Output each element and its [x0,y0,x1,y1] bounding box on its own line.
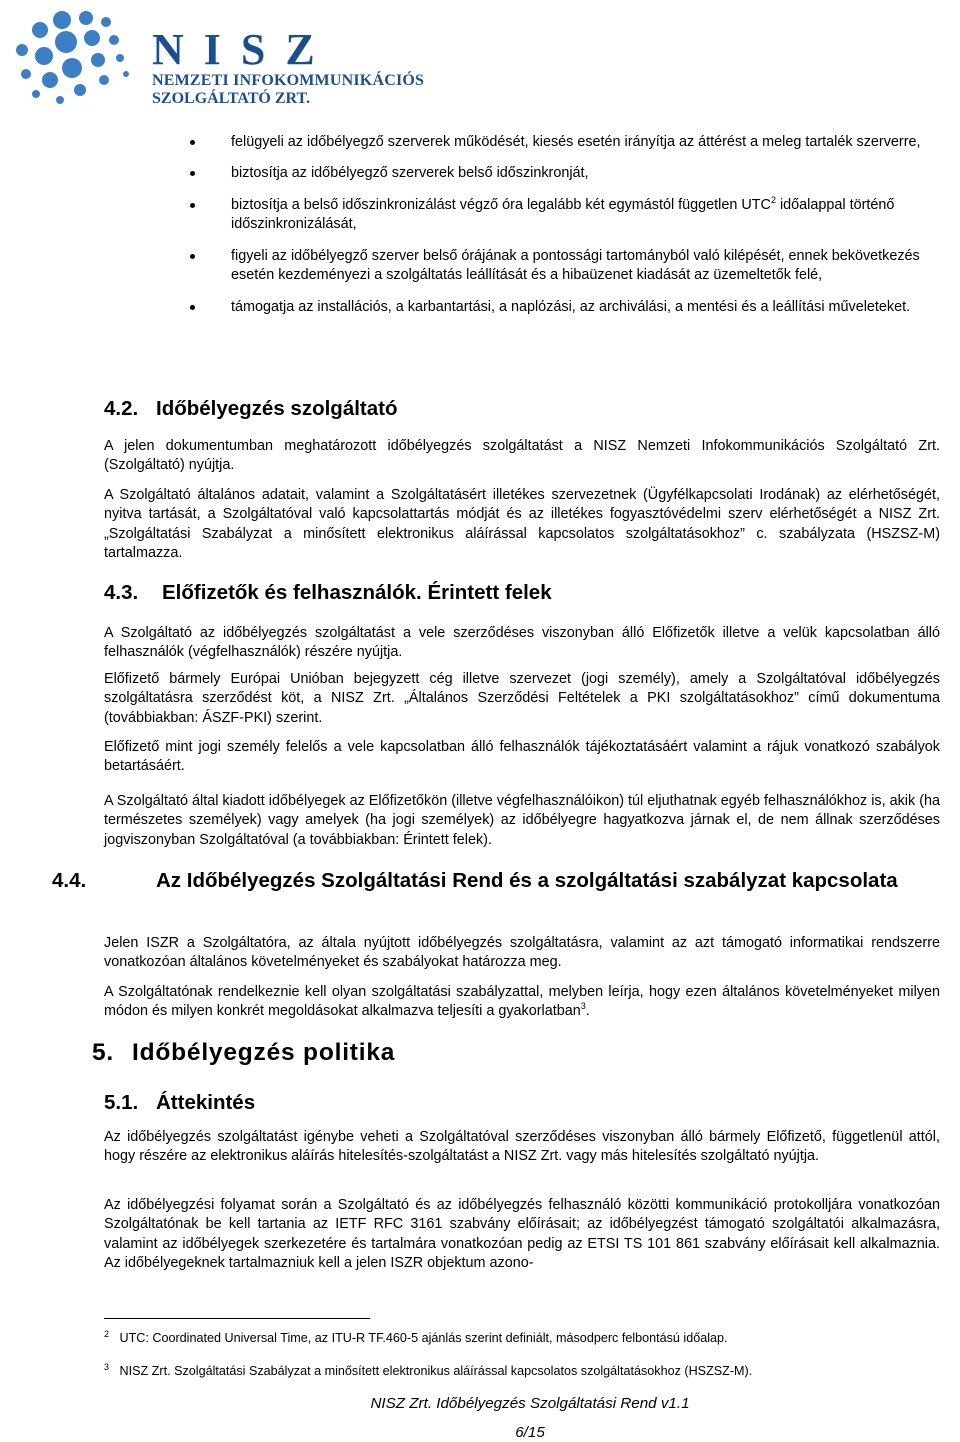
section-number: 4.4. [52,869,87,892]
logo-dots-icon [6,8,146,108]
section-title: Az Időbélyegzés Szolgáltatási Rend és a szolgáltatási szabályzat kapcsolata [156,869,898,892]
paragraph: Előfizető bármely Európai Unióban bejegyzett cég illetve szervezet (jogi személy), amely a Szolgáltatóval időbélyegzés szolgáltatásra szerződést köt, a NISZ Zrt. „Általános Szerződési Feltételek a PKI szolgáltatásokhoz” című dokumentuma (továbbiakban: ÁSZF-PKI) szerint. [104,671,940,726]
list-item-text: figyeli az időbélyegző szerver belső órájának a pontossági tartományból való kilépését, ennek bekövetkezés esetén kezdeményezi a szolgáltatás leállítását és a hibaüzenet kiadását az üzemeltetők felé, [231,248,920,283]
bullet-icon [190,305,195,310]
section-number: 5.1. [104,1091,139,1114]
list-item [0,247,951,284]
list-item-text: felügyeli az időbélyegző szerverek működését, kiesés esetén irányítja az áttérést a meleg tartalék szerverre, [231,134,921,150]
paragraph: A Szolgáltató az időbélyegzés szolgáltatást a vele szerződéses viszonyban álló Előfizetők illetve a velük kapcsolatban álló felhasználók (végfelhasználók) részére nyújtja. [104,625,940,661]
footnote-ref: 3 [580,1001,586,1012]
section-heading-4-3 [104,581,552,605]
section-number: 5. [92,1039,115,1066]
list-item [0,196,951,233]
logo-wordmark: NISZ [152,25,335,74]
bullet-icon [190,171,195,176]
list-item-text-tail: időalappal történő időszinkronizálását, [231,197,895,232]
list-item-text: biztosítja a belső időszinkronizálást végző óra legalább két egymástól független UTC [231,197,771,213]
list-item-text: biztosítja az időbélyegző szerverek belső időszinkronját, [231,164,589,181]
bullet-icon [190,203,195,208]
bullet-list [0,133,960,330]
section-title: Áttekintés [156,1091,256,1114]
footnote-ref: 2 [770,195,776,206]
section-title: Időbélyegzés politika [132,1039,396,1066]
paragraph: A jelen dokumentumban meghatározott időbélyegzés szolgáltatást a NISZ Nemzeti Infokommunikációs Szolgáltató Zrt. (Szolgáltató) nyújtja. [104,438,940,474]
bullet-icon [190,254,195,259]
section-heading-5-1 [104,1091,255,1115]
paragraph: Az időbélyegzési folyamat során a Szolgáltató és az időbélyegzés felhasználó közötti kommunikáció protokolljára vonatkozóan Szolgáltatónak be kell tartania az IETF RFC 3161 szabvány előírásait; az időbélyegzést támogató szolgáltatói alkalmazásra, valamint az időbélyegek szerkezetére és tartalmára vonatkozóan pedig az ETSI TS 101 861 szabvány előírásait kell alkalmaznia. Az időbélyegeknek tartalmazniuk kell a jelen ISZR objektum azono- [104,1197,940,1272]
list-item [0,133,951,152]
bullet-icon [190,140,195,145]
logo-subtitle-line2: SZOLGÁLTATÓ ZRT. [152,90,311,107]
footer-title: NISZ Zrt. Időbélyegzés Szolgáltatási Rend v1.1 [370,1395,690,1412]
footnote-text: NISZ Zrt. Szolgáltatási Szabályzat a minősített elektronikus aláírással kapcsolatos szolgáltatásokhoz (HSZSZ-M). [119,1364,753,1378]
nisz-logo [6,8,426,108]
footnote: $^2$ UTC: Coordinated Universal Time, az ITU-R TF.460-5 ajánlás szerint definiált, másodperc felbontású időalap. [104,1328,728,1345]
section-heading-5 [92,1038,395,1068]
section-number: 4.3. [104,581,139,604]
section-title: Időbélyegzés szolgáltató [156,397,398,420]
list-item-text: támogatja az installációs, a karbantartási, a naplózási, az archiválási, a mentési és a leállítási műveleteket. [231,299,911,315]
footnote-text: UTC: Coordinated Universal Time, az ITU-R TF.460-5 ajánlás szerint definiált, másodperc felbontású időalap. [119,1331,728,1345]
paragraph: Előfizető mint jogi személy felelős a vele kapcsolatban álló felhasználók tájékoztatásáért valamint a rájuk vonatkozó szabályok betartásáért. [104,739,940,775]
logo-subtitle-line1: NEMZETI INFOKOMMUNIKÁCIÓS [152,72,425,89]
page-number: 6/15 [515,1424,545,1441]
section-number: 4.2. [104,397,139,420]
paragraph: Az időbélyegzés szolgáltatást igénybe veheti a Szolgáltatóval szerződéses viszonyban álló bármely Előfizető, függetlenül attól, hogy részére az elektronikus aláírás hitelesítés-szolgáltatást a NISZ Zrt. vagy más hitelesítés szolgáltató nyújtja. [104,1129,940,1165]
paragraph: A Szolgáltató által kiadott időbélyegek az Előfizetőkön (illetve végfelhasználóikon) túl eljuthatnak egyéb felhasználókhoz is, akik (ha természetes személyek) vagy amelyek (ha jogi személyek) az időbélyegre hagyatkozva járnak el, de nem állnak szerződéses jogviszonyban Szolgáltatóval (a továbbiakban: Érintett felek). [104,793,940,848]
section-heading-4-4 [52,866,946,896]
paragraph-text: A Szolgáltatónak rendelkeznie kell olyan szolgáltatási szabályzattal, melyben leírja, hogy ezen általános követelményeket milyen módon és milyen konkrét megoldásokat alkalmazva teljesíti a gyakorlatban [104,984,940,1020]
section-heading-4-2 [104,397,398,421]
section-title: Előfizetők és felhasználók. Érintett felek [162,581,552,604]
list-item [0,298,951,317]
paragraph-end: . [585,1003,590,1020]
paragraph [104,983,940,1022]
list-item [0,164,951,183]
footnote-separator [104,1318,370,1319]
footnote: $^3$ NISZ Zrt. Szolgáltatási Szabályzat a minősített elektronikus aláírással kapcsolatos szolgáltatásokhoz (HSZSZ-M). [104,1361,753,1378]
paragraph: A Szolgáltató általános adatait, valamint a Szolgáltatásért illetékes szervezetnek (Ügyfélkapcsolati Irodának) az elérhetőségét, nyitva tartását, a Szolgáltatóval való kapcsolattartás módját és az illetékes fogyasztóvédelmi szerv elérhetőségét a NISZ Zrt. „Szolgáltatási Szabályzat a minősített elektronikus aláírással kapcsolatos szolgáltatásokhoz” c. szabályzata (HSZSZ-M) tartalmazza. [104,487,940,562]
paragraph: Jelen ISZR a Szolgáltatóra, az általa nyújtott időbélyegzés szolgáltatásra, valamint az azt támogató informatikai rendszerre vonatkozóan általános követelményeket és szabályokat határozza meg. [104,935,940,971]
